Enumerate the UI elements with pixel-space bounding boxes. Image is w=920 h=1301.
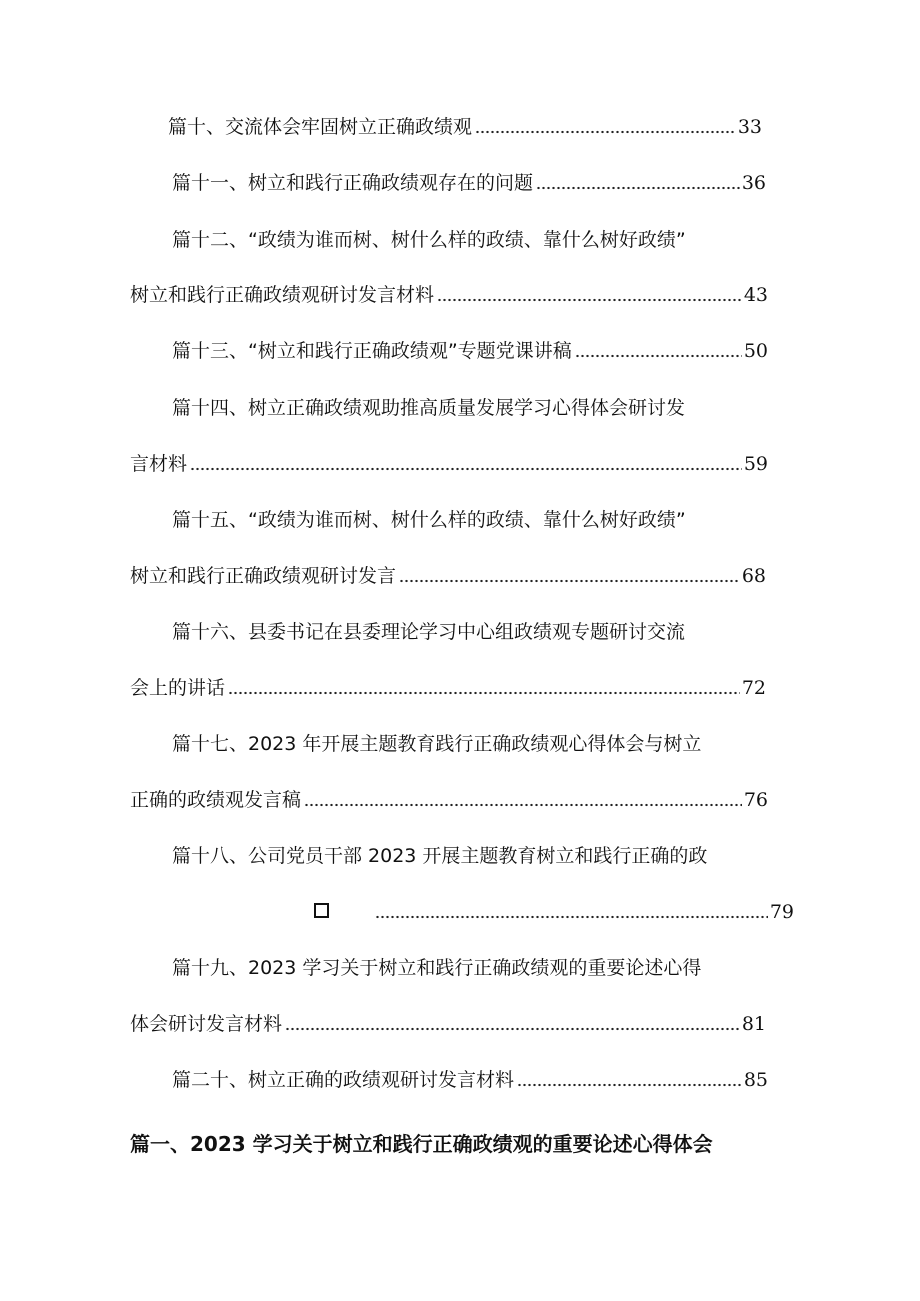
toc-entry-title-line1[interactable]: 篇十九、2023 学习关于树立和践行正确政绩观的重要论述心得 xyxy=(172,957,702,979)
toc-leader-dots xyxy=(575,354,742,358)
toc-entry-title: 会上的讲话 xyxy=(130,677,226,699)
toc-entry-title: 篇十三、“树立和践行正确政绩观”专题党课讲稿 xyxy=(172,340,572,362)
toc-entry-title: 篇十一、树立和践行正确政绩观存在的问题 xyxy=(172,172,534,194)
toc-entry-title-line1[interactable]: 篇十七、2023 年开展主题教育践行正确政绩观心得体会与树立 xyxy=(172,733,702,755)
toc-entry-title-line1[interactable]: 篇十八、公司党员干部 2023 开展主题教育树立和践行正确的政 xyxy=(172,845,708,867)
toc-entry[interactable] xyxy=(130,282,768,308)
toc-entry[interactable] xyxy=(130,451,768,477)
toc-leader-dots xyxy=(517,1083,742,1087)
toc-entry-title: 言材料 xyxy=(130,453,188,475)
toc-entry-title-line1[interactable]: 篇十五、“政绩为谁而树、树什么样的政绩、靠什么树好政绩” xyxy=(172,509,686,531)
toc-page-number: 59 xyxy=(743,453,768,475)
toc-leader-dots xyxy=(190,467,742,471)
toc-entry[interactable] xyxy=(130,787,768,813)
toc-leader-dots xyxy=(304,803,742,807)
toc-page-number: 79 xyxy=(769,901,794,923)
section-heading: 篇一、2023 学习关于树立和践行正确政绩观的重要论述心得体会 xyxy=(130,1132,713,1156)
toc-leader-dots xyxy=(536,186,740,190)
toc-entry-title-line1[interactable]: 篇十二、“政绩为谁而树、树什么样的政绩、靠什么树好政绩” xyxy=(172,229,686,251)
toc-page-number: 81 xyxy=(741,1013,766,1035)
toc-entry[interactable] xyxy=(172,170,766,196)
toc-leader-dots xyxy=(285,1027,740,1031)
toc-entry-title: 篇十、交流体会牢固树立正确政绩观 xyxy=(168,116,473,138)
toc-entry-title: 树立和践行正确政绩观研讨发言 xyxy=(130,565,397,587)
missing-glyph-box xyxy=(314,903,329,918)
toc-entry[interactable] xyxy=(130,675,766,701)
toc-leader-dots xyxy=(399,579,740,583)
toc-leader-dots xyxy=(475,130,736,134)
toc-entry-title-line1[interactable]: 篇十四、树立正确政绩观助推高质量发展学习心得体会研讨发 xyxy=(172,397,686,419)
toc-leader-dots xyxy=(437,298,742,302)
toc-page-number: 50 xyxy=(743,340,768,362)
toc-leader-dots xyxy=(228,691,740,695)
toc-entry-title: 体会研讨发言材料 xyxy=(130,1013,283,1035)
toc-page-number: 36 xyxy=(741,172,766,194)
toc-entry[interactable] xyxy=(372,899,794,925)
toc-entry[interactable] xyxy=(172,1067,768,1093)
toc-page-number: 76 xyxy=(743,789,768,811)
toc-leader-dots xyxy=(375,915,768,919)
toc-page-number: 68 xyxy=(741,565,766,587)
toc-entry[interactable] xyxy=(172,338,768,364)
toc-entry[interactable] xyxy=(130,1011,766,1037)
toc-entry-title: 正确的政绩观发言稿 xyxy=(130,789,302,811)
toc-entry-title: 树立和践行正确政绩观研讨发言材料 xyxy=(130,284,435,306)
toc-entry[interactable] xyxy=(130,563,766,589)
toc-page-number: 85 xyxy=(743,1069,768,1091)
toc-entry[interactable] xyxy=(168,114,762,140)
toc-page-number: 43 xyxy=(743,284,768,306)
toc-entry-title: 篇二十、树立正确的政绩观研讨发言材料 xyxy=(172,1069,515,1091)
toc-entry-title-line1[interactable]: 篇十六、县委书记在县委理论学习中心组政绩观专题研讨交流 xyxy=(172,621,686,643)
toc-page-number: 33 xyxy=(737,116,762,138)
toc-page-number: 72 xyxy=(741,677,766,699)
